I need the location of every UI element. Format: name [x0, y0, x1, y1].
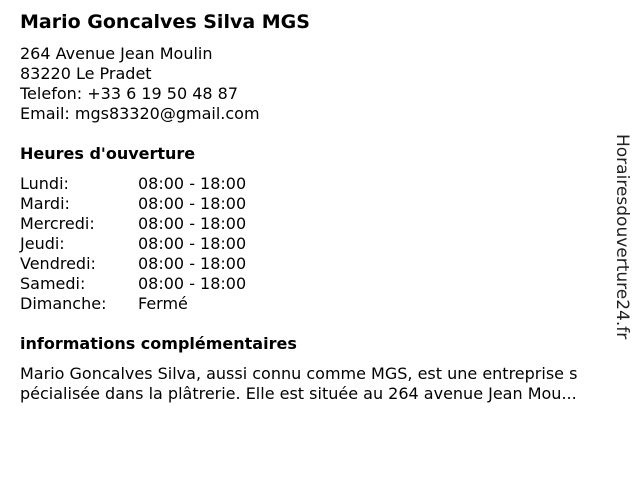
email-address[interactable]: Email: mgs83320@gmail.com	[20, 104, 260, 123]
info-line: pécialisée dans la plâtrerie. Elle est située au 264 avenue Jean Mou...	[20, 384, 577, 403]
hours-heading: Heures d'ouverture	[20, 144, 196, 163]
hours-row	[20, 174, 246, 194]
hours-time: 08:00 - 18:00	[138, 194, 247, 213]
opening-hours-table	[20, 174, 246, 314]
hours-time: 08:00 - 18:00	[138, 274, 247, 293]
address-city: 83220 Le Pradet	[20, 64, 152, 83]
info-description	[20, 364, 626, 404]
hours-row	[20, 274, 246, 294]
hours-row	[20, 214, 246, 234]
contact-block	[20, 44, 260, 124]
hours-row	[20, 254, 246, 274]
address-street: 264 Avenue Jean Moulin	[20, 44, 213, 63]
hours-day: Jeudi:	[20, 234, 65, 253]
hours-row	[20, 294, 246, 314]
info-line: Mario Goncalves Silva, aussi connu comme MGS, est une entreprise s	[20, 364, 578, 383]
site-watermark: Horairesdouverture24.fr	[612, 134, 632, 340]
hours-row	[20, 234, 246, 254]
info-heading: informations complémentaires	[20, 334, 297, 353]
hours-day: Mardi:	[20, 194, 70, 213]
hours-day: Dimanche:	[20, 294, 107, 313]
business-name: Mario Goncalves Silva MGS	[20, 11, 310, 33]
hours-day: Samedi:	[20, 274, 86, 293]
hours-time: 08:00 - 18:00	[138, 174, 247, 193]
phone-number[interactable]: Telefon: +33 6 19 50 48 87	[20, 84, 239, 103]
hours-time: 08:00 - 18:00	[138, 254, 247, 273]
hours-row	[20, 194, 246, 214]
hours-time: Fermé	[138, 294, 188, 313]
hours-day: Vendredi:	[20, 254, 96, 273]
hours-day: Lundi:	[20, 174, 69, 193]
hours-time: 08:00 - 18:00	[138, 234, 247, 253]
hours-time: 08:00 - 18:00	[138, 214, 247, 233]
hours-day: Mercredi:	[20, 214, 95, 233]
